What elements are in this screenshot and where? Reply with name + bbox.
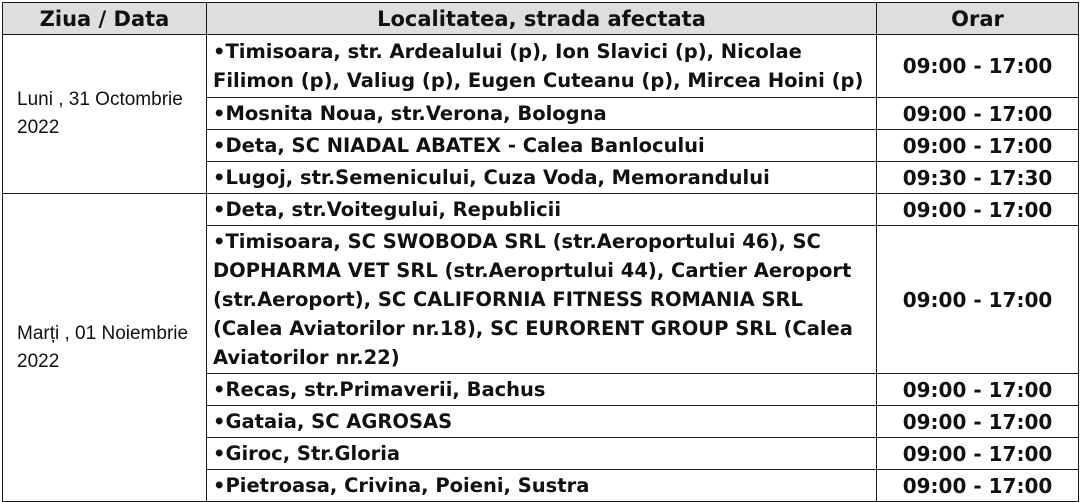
day-cell: Marți , 01 Noiembrie 2022 [3,194,207,502]
day-cell: Luni , 31 Octombrie 2022 [3,35,207,194]
time-cell: 09:00 - 17:00 [877,130,1079,162]
time-cell: 09:00 - 17:00 [877,470,1079,502]
table-row [3,35,1079,98]
location-cell: •Lugoj, str.Semenicului, Cuza Voda, Memorandului [207,162,877,194]
location-cell: •Mosnita Noua, str.Verona, Bologna [207,98,877,130]
time-cell: 09:30 - 17:30 [877,162,1079,194]
time-cell: 09:00 - 17:00 [877,406,1079,438]
schedule-table [2,2,1079,502]
time-cell: 09:00 - 17:00 [877,98,1079,130]
header-location: Localitatea, strada afectata [207,3,877,35]
header-schedule: Orar [877,3,1079,35]
location-cell: •Timisoara, SC SWOBODA SRL (str.Aeroportului 46), SC DOPHARMA VET SRL (str.Aeroprtului 44), Cartier Aeroport (str.Aeroport), SC CALIFORNIA FITNESS ROMANIA SRL (Calea Aviatorilor nr.18), SC EURORENT GROUP SRL (Calea Aviatorilor nr.22) [207,226,877,374]
header-day: Ziua / Data [3,3,207,35]
time-cell: 09:00 - 17:00 [877,35,1079,98]
table-row [3,194,1079,226]
location-cell: •Recas, str.Primaverii, Bachus [207,374,877,406]
time-cell: 09:00 - 17:00 [877,194,1079,226]
time-cell: 09:00 - 17:00 [877,226,1079,374]
location-cell: •Pietroasa, Crivina, Poieni, Sustra [207,470,877,502]
location-cell: •Timisoara, str. Ardealului (p), Ion Slavici (p), Nicolae Filimon (p), Valiug (p), Eugen Cuteanu (p), Mircea Hoini (p) [207,35,877,98]
time-cell: 09:00 - 17:00 [877,438,1079,470]
time-cell: 09:00 - 17:00 [877,374,1079,406]
location-cell: •Deta, SC NIADAL ABATEX - Calea Banlocului [207,130,877,162]
location-cell: •Gataia, SC AGROSAS [207,406,877,438]
location-cell: •Giroc, Str.Gloria [207,438,877,470]
location-cell: •Deta, str.Voitegului, Republicii [207,194,877,226]
header-row [3,3,1079,35]
